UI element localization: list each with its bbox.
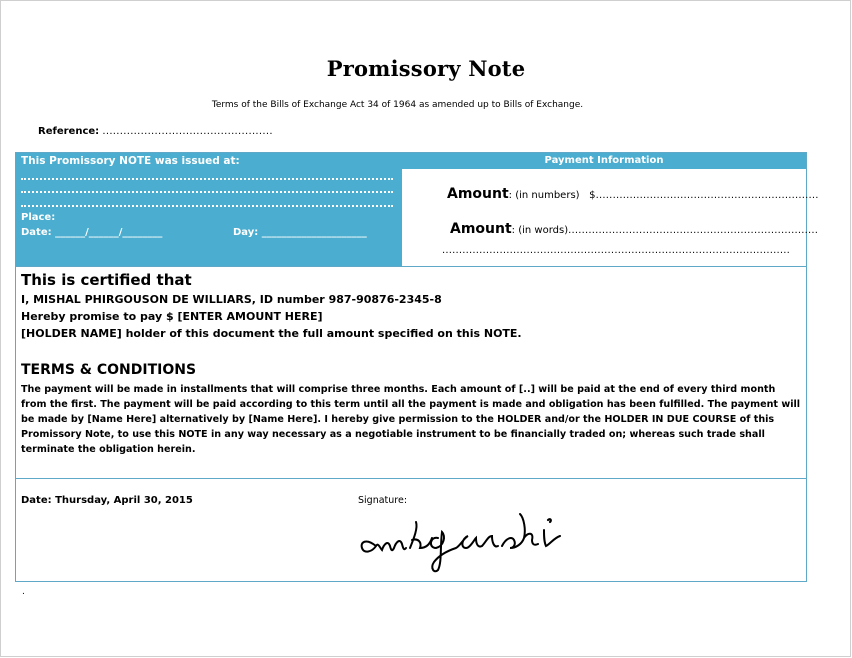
amount-words-row — [450, 221, 818, 237]
amount-numbers-row — [447, 186, 819, 202]
signature-image — [356, 508, 586, 576]
certificate-line-1: I, MISHAL PHIRGOUSON DE WILLIARS, ID number 987-90876-2345-8 — [21, 293, 442, 306]
reference-label: Reference: — [38, 126, 100, 137]
terms-heading: TERMS & CONDITIONS — [21, 362, 197, 378]
section-divider-1 — [16, 266, 806, 267]
footer-mark: . — [22, 587, 25, 597]
payment-info-heading: Payment Information — [402, 153, 806, 169]
amount-words-hint: : (in words) — [511, 225, 569, 236]
payment-info-section — [402, 169, 819, 267]
issued-section — [16, 153, 402, 267]
amount-numbers-label: Amount — [447, 186, 509, 202]
document-subtitle: Terms of the Bills of Exchange Act 34 of 1964 as amended up to Bills of Exchange. — [211, 100, 584, 110]
place-label: Place: — [21, 212, 56, 223]
certificate-heading: This is certified that — [21, 271, 192, 289]
signing-date: Date: Thursday, April 30, 2015 — [21, 495, 193, 506]
reference-field — [38, 126, 273, 137]
amount-words-value-2: ....................................................................................................... — [442, 245, 791, 256]
certificate-line-3: [HOLDER NAME] holder of this document the full amount specified on this NOTE. — [21, 327, 522, 340]
amount-words-value: .......................................................................... — [568, 225, 819, 236]
amount-words-row-2 — [442, 245, 790, 256]
signature-label: Signature: — [358, 495, 408, 506]
amount-numbers-hint: : (in numbers) — [508, 190, 580, 201]
terms-body: The payment will be made in installments that will comprise three months. Each amount of [..] will be paid at the end of every third month from the first. The payment will be paid according to this term until all the payment is made and obligation has been fulfilled. The payment will be made by [Name Here] alternatively by [Name Here]. I hereby give permission to the HOLDER and/or the HOLDER IN DUE COURSE of this Promissory Note, to use this NOTE in any way necessary as a negotiable instrument to be financially traded on; whereas such trade shall terminate the obligation herein. — [21, 384, 801, 455]
document-title: Promissory Note — [326, 56, 526, 81]
amount-words-label: Amount — [450, 221, 512, 237]
issued-heading: This Promissory NOTE was issued at: — [21, 155, 240, 167]
issued-dotted-line-2 — [21, 191, 393, 193]
reference-value: ................................................. — [102, 126, 273, 137]
issued-date-field: Date: ______/______/________ — [21, 227, 163, 238]
amount-numbers-value: $.................................................................. — [589, 190, 819, 201]
issued-day-field: Day: _____________________ — [233, 227, 367, 238]
certificate-line-2: Hereby promise to pay $ [ENTER AMOUNT HERE] — [21, 310, 323, 323]
section-divider-2 — [16, 478, 806, 479]
issued-dotted-line-3 — [21, 205, 393, 207]
issued-dotted-line-1 — [21, 178, 393, 180]
